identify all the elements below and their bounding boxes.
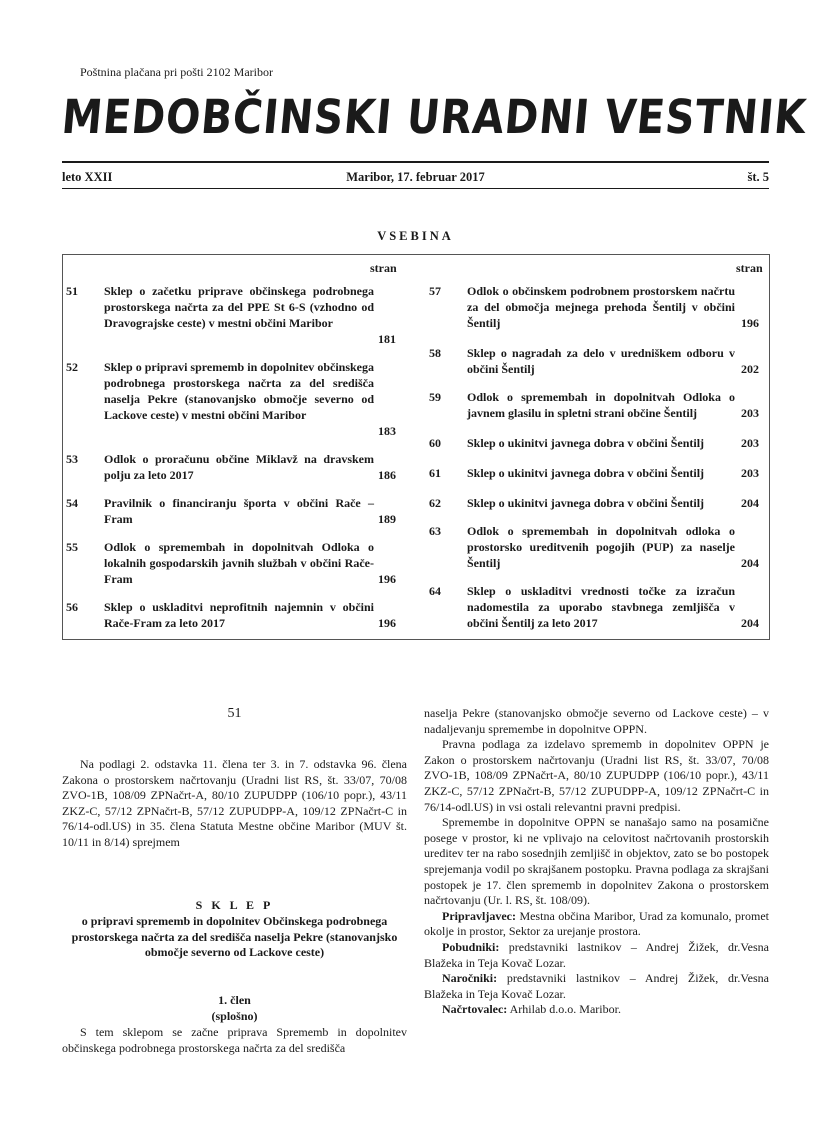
pobudniki-paragraph: Pobudniki: predstavniki lastnikov – Andrej Žižek, dr.Vesna Blažeka in Teja Kovač Lozar. — [424, 939, 769, 970]
article-intro: Na podlagi 2. odstavka 11. člena ter 3. in 7. odstavka 96. člena Zakona o prostorskem načrtovanju (Uradni list RS, št. 33/07, 70/08 ZVO-1B, 108/09 ZPNačrt-A, 80/10 ZUPUDPP (106/10 popr.), 43/11 ZKZ-C, 57/12 ZPNačrt-B, 57/12 ZUPUDPP-A, 109/12 ZPNačrt-C in 76/14-odl.US) in 35. člena Statuta Mestne občine Maribor (MUV št. 10/11 in 8/14) sprejmem — [62, 757, 407, 849]
toc-item-60[interactable]: 60 Sklep o ukinitvi javnega dobra v občini Šentilj 203 — [429, 436, 759, 450]
sklep-subtitle: o pripravi sprememb in dopolnitev Občinskega podrobnega prostorskega načrta za del središča naselja Pekre (stanovanjsko območje severno od Lackove ceste) — [71, 914, 398, 960]
nacrtovalec-paragraph: Načrtovalec: Arhilab d.o.o. Maribor. — [442, 1002, 621, 1017]
clen1-title: 1. člen — [218, 993, 251, 1007]
toc-item-63[interactable]: 63 Odlok o spremembah in dopolnitvah odloka o prostorsko ureditvenih pogojih (PUP) za naselje Šentilj 204 — [429, 524, 759, 570]
stran-label-right: stran — [736, 261, 763, 275]
toc-item-58[interactable]: 58 Sklep o nagradah za delo v uredniškem odboru v občini Šentilj 202 — [429, 346, 759, 376]
article-number: 51 — [227, 706, 242, 721]
toc-item-62[interactable]: 62 Sklep o ukinitvi javnega dobra v občini Šentilj 204 — [429, 496, 759, 510]
clen1-subtitle: (splošno) — [211, 1009, 258, 1023]
toc-item-57[interactable]: 57 Odlok o občinskem podrobnem prostorskem načrtu za del območja mejnega prehoda Šentilj v občini Šentilj 196 — [429, 284, 759, 330]
toc-item-54[interactable]: 54 Pravilnik o financiranju športa v občini Rače – Fram 189 — [66, 496, 396, 526]
pripravljavec-paragraph: Pripravljavec: Mestna občina Maribor, Urad za komunalo, promet okolje in prostor, Sektor za urejanje prostora. — [424, 908, 770, 939]
narocniki-paragraph: Naročniki: predstavniki lastnikov – Andrej Žižek, dr.Vesna Blažeka in Teja Kovač Lozar. — [424, 971, 769, 1001]
toc-item-61[interactable]: 61 Sklep o ukinitvi javnega dobra v občini Šentilj 203 — [429, 466, 759, 480]
right-paragraph-1: naselja Pekre (stanovanjsko območje severno od Lackove ceste) – v nadaljevanju spremembe in dopolnitve OPPN. — [424, 706, 769, 736]
clen1-text: S tem sklepom se začne priprava Sprememb in dopolnitev občinskega podrobnega prostorskega načrta za del središča — [62, 1025, 407, 1055]
toc-item-52[interactable]: 52 Sklep o pripravi sprememb in dopolnitev občinskega podrobnega prostorskega načrta za del središča naselja Pekre (stanovanjsko območje severno od Lackove ceste) v mestni občini Maribor 183 — [66, 360, 396, 438]
issue-year: leto XXII — [62, 170, 113, 184]
postage-note: Poštnina plačana pri pošti 2102 Maribor — [80, 65, 273, 79]
toc-item-53[interactable]: 53 Odlok o proračunu občine Miklavž na dravskem polju za leto 2017 186 — [66, 452, 396, 482]
toc-item-56[interactable]: 56 Sklep o uskladitvi neprofitnih najemnin v občini Rače-Fram za leto 2017 196 — [66, 600, 396, 630]
masthead-title: MEDOBČINSKI URADNI VESTNIK — [59, 90, 810, 145]
header-rule-top — [62, 161, 769, 163]
contents-table — [62, 254, 770, 640]
sklep-title: S K L E P — [195, 898, 274, 912]
issue-date: Maribor, 17. februar 2017 — [346, 170, 485, 184]
toc-item-59[interactable]: 59 Odlok o spremembah in dopolnitvah Odloka o javnem glasilu in spletni strani občine Šentilj 203 — [429, 390, 759, 420]
toc-item-64[interactable]: 64 Sklep o uskladitvi vrednosti točke za izračun nadomestila za uporabo stavbnega zemljišča v občini Šentilj za leto 2017 204 — [429, 584, 759, 630]
contents-heading: VSEBINA — [377, 229, 454, 243]
right-paragraph-2: Pravna podlaga za izdelavo sprememb in dopolnitev OPPN je Zakon o prostorskem načrtovanju (Uradni list RS, št. 33/07, 70/08 ZVO-1B, 108/09 ZPNačrt-A, 80/10 ZUPUDPP (106/10 popr.), 43/11 ZKZ-C, 57/12 ZPNačrt-B, 57/12 ZUPUDPP-A, 109/12 ZPNačrt-C in 76/14-odl.US) in vsi ostali relevantni pravni predpisi. — [424, 737, 769, 814]
toc-item-51[interactable]: 51 Sklep o začetku priprave občinskega podrobnega prostorskega načrta za del PPE St 6-S (vzhodno od Dravograjske ceste) v mestni občini Maribor 181 — [66, 284, 396, 346]
stran-label-left: stran — [370, 261, 397, 275]
right-column-text — [424, 706, 769, 1018]
toc-item-55[interactable]: 55 Odlok o spremembah in dopolnitvah Odloka o lokalnih gospodarskih javnih službah v občini Rače-Fram 196 — [66, 540, 396, 586]
header-rule-bottom — [62, 188, 769, 189]
right-paragraph-3: Spremembe in dopolnitve OPPN se nanašajo samo na posamične posege v prostor, ki ne vplivajo na celovitost načrtovanih prostorskih ureditev ter na rabo sosednjih zemljišč in objektov, zato se bo postopek sprejemanja vodil po skrajšanem postopku. Pravna podlaga za skrajšani postopek je 17. člen sprememb in dopolnitev Zakona o prostorskem načrtovanju (Ur. l. RS, št. 108/09). — [424, 815, 769, 908]
issue-number: št. 5 — [747, 170, 769, 184]
